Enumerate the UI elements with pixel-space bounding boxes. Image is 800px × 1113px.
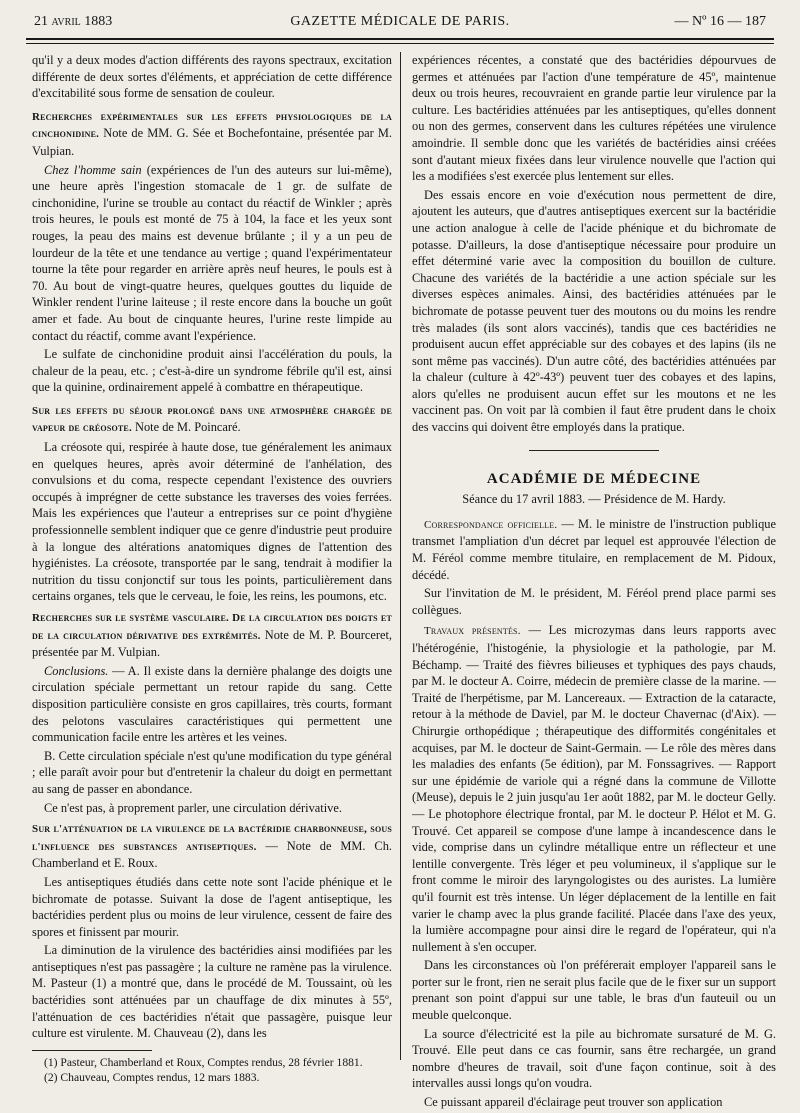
apparatus-paragraph-1: Dans les circonstances où l'on préférerait employer l'appareil sans le porter sur le front, rien ne serait plus facile que de le fixer sur un support prenant son point d'appui sur une table, le bras d'un fauteuil ou un meuble quelconque. — [412, 958, 776, 1023]
header-issue-page: — Nº 16 — 187 — [674, 14, 766, 29]
vascular-title: Recherches sur le système vasculaire. De la circulation des doigts et de la circulation dérivative des extrémités. — [32, 612, 392, 642]
running-header — [34, 14, 766, 36]
apparatus-paragraph-2: La source d'électricité est la pile au bichromate sursaturé de M. G. Trouvé. Elle peut dans ce cas fournir, sans être rechargée, un grand nombre d'heures de travail, soit d'une façon continue, soit à des intervalles aussi longs qu'on voudra. — [412, 1026, 776, 1091]
header-rule-thick — [26, 38, 774, 40]
correspondence-text: — M. le ministre de l'instruction publique transmet l'ampliation d'un décret par lequel est approuvée l'élection de M. Féréol comme membre titulaire, en remplacement de M. Pidoux, décédé. — [412, 516, 776, 582]
intro-paragraph: qu'il y a deux modes d'action différents des rayons spectraux, excitation différente de deux sortes d'éléments, et appréciation de cette différence d'excitabilité sous forme de sensation de couleur. — [32, 53, 392, 101]
header-journal-title: GAZETTE MÉDICALE DE PARIS. — [290, 14, 510, 29]
conclusions-b: B. Cette circulation spéciale n'est qu'une modification du type général ; elle paraît avoir pour but d'entretenir la chaleur du doigt en permettant au sang de passer en abondance. — [32, 748, 392, 796]
works-text: — Les microzymas dans leurs rapports avec l'hétérogénie, l'histogénie, la physiologie et la pathologie, par M. Béchamp. — Traité des fièvres bilieuses et typhiques des pays chauds, par M. le docteur A. Coirre, médecin de première classe de la marine. — Traité de l'herpétisme, par M. Lancereaux. — Extraction de la cataracte, retour à la méthode de Daviel, par M. le docteur Chavernac (d'Aix). — Chirurgie orthopédique ; thérapeutique des difformités congénitales et acquises, par M. le docteur de Saint-Germain. — Le rôle des mères dans les maladies des enfants (5e édition), par M. Fonssagrives. — Rapport sur une épidémie de variole qui a régné dans la commune de Villotte (Meuse), depuis le 2 juin jusqu'au 1er août 1882, par M. le docteur Gelly. — Le photophore électrique frontal, par M. le docteur P. Hélot et M. G. Trouvé. Cet appareil se compose d'une lampe à incandescence dans le vide, comprise dans un cylindre métallique entre un réflecteur et une lentille convergente. Très léger et peu volumineux, il s'applique sur le front comme le miroir des laryngologistes ou des auristes. La lumière qu'il fournit est très intense. Un léger déplacement de la lentille en fait varier le champ avec la plus grande facilité. Placée dans l'axe des yeux, la lumière accompagne pour ainsi dire le regard de l'opérateur, qui n'a nullement à s'en occuper. — [412, 623, 776, 954]
session-line: Séance du 17 avril 1883. — Présidence de M. Hardy. — [462, 492, 726, 507]
cinchonidine-title: Recherches expérimentales sur les effets physiologiques de la cinchonidine. — [32, 110, 392, 141]
conclusions-a-text: — A. Il existe dans la dernière phalange des doigts une circulation spéciale permettant un retour rapide du sang. Cette disposition particulière consiste en gros capillaires, très courts, formant des pelotons vasculaires caractéristiques qui permettent une communication facile entre les artères et les veines. — [32, 663, 392, 745]
creosote-paragraph: La créosote qui, respirée à haute dose, tue généralement les animaux en quelques heures, après avoir déterminé de l'anhélation, des convulsions et du coma, respecte cependant l'existence des ouvriers occupés à imprégner de cette substance les traverses des voies ferrées. Mais les expériences que l'auteur a entreprises sur ce point d'hygiène professionnelle semblent indiquer que ce genre d'industrie peut produire à la longue des altérations anatomiques dignes de l'attention des hygiénistes. La créosote, transportée par le sang, tendrait à modifier la nutrition du tissu conjonctif sur tous les points, particulièrement dans certains organes, tels que le cerveau, le foie, les reins, les poumons, etc. — [32, 440, 392, 604]
vascular-heading — [32, 609, 392, 661]
conclusions-c: Ce n'est pas, à proprement parler, une circulation dérivative. — [44, 800, 342, 815]
continued-paragraph: expériences récentes, a constaté que des bactéridies dépourvues de germes et atténuées par l'action d'une température de 45º, maintenue deux ou trois heures, recouvraient en grande partie leur virulence par la culture. Les bactéridies atténuées par les antiseptiques, qu'elles donnent ou non des germes, conservent dans les cultures répétées une virulence amoindrie. Il semble donc que les variétés de bactéridies ainsi créées sont d'autant mieux fixées dans leur virulence nouvelle que l'action qui les a modifiées s'est exercée plus lentement sur elles. — [412, 53, 776, 184]
antiseptics-paragraph: Des essais encore en voie d'exécution nous permettent de dire, ajoutent les auteurs, que d'autres antiseptiques exercent sur la bactéridie une action analogue à celle de l'acide phénique et du bichromate de potasse. D'ailleurs, la dose d'antiseptique nécessaire pour produire un effet déterminé varie avec la composition du bouillon de culture. Chacune des variétés de la bactéridie a une action spéciale sur les diverses espèces animales. Ainsi, des bactéridies atténuées par le bichromate de potasse peuvent tuer des moutons ou du moins les rendre très malades (ils sont alors vaccinés), tandis que ces bactéridies ne produisent aucun effet appréciable sur des cobayes et des lapins (ils ne sont même pas vaccinés). D'un autre côté, des bactéridies atténuées par la chaleur (culture à 42º-43º) peuvent tuer des cobayes et des lapins, alors qu'elles ne produisent aucun effet sur les moutons et ne les vaccinent pas. On voit par là combien il faut être prudent dans le choix des vaccins qui doivent être employés dans la pratique. — [412, 187, 776, 435]
cinchonidine-text-1: (expériences de l'un des auteurs sur lui-même), une heure après l'ingestion stomacale de 1 gr. de sulfate de cinchonidine, l'urine se trouble au contact du réactif de Winkler ; après trois heures, le pouls est monté de 75 à 104, la face et les yeux sont rouges, la peau des mains est devenue brûlante ; il y a un peu de lourdeur de la tête et une tendance au vertige ; quand l'expérimentateur tourne la tête pour regarder en arrière après neuf heures, le pouls est à 70. Au bout de vingt-quatre heures, quelques gouttes du liquide de Winkler rendent l'urine laiteuse ; il reste encore dans la bouche un goût amer et fade. Au bout de cinquante heures, l'urine reste limpide au contact du réactif, comme avant l'expérience. — [32, 162, 392, 343]
cinchonidine-note: Note de MM. G. Sée et Bochefontaine, présentée par M. Vulpian. — [32, 126, 392, 158]
attenuation-note: — Note de MM. Ch. Chamberland et E. Roux. — [32, 838, 392, 871]
footnote-rule — [32, 1050, 152, 1051]
footnote-2: (2) Chauveau, Comptes rendus, 12 mars 1883. — [44, 1070, 260, 1084]
cinchonidine-paragraph-1 — [32, 162, 392, 345]
header-date: 21 avril 1883 — [34, 14, 113, 29]
column-separator — [400, 52, 401, 1060]
vascular-note: Note de M. P. Bourceret, présentée par M. Vulpian. — [32, 627, 392, 660]
attenuation-heading — [32, 820, 392, 872]
footnote-1: (1) Pasteur, Chamberland et Roux, Comptes rendus, 28 février 1881. — [44, 1055, 363, 1069]
cinchonidine-heading — [32, 108, 392, 160]
creosote-title: Sur les effets du séjour prolongé dans une atmosphère chargée de vapeur de créosote. — [32, 404, 392, 435]
invitation-paragraph: Sur l'invitation de M. le président, M. Féréol prend place parmi ses collègues. — [412, 586, 776, 617]
correspondence-title: Correspondance officielle. — [424, 518, 558, 531]
right-column — [412, 52, 776, 1113]
works-title: Travaux présentés. — [424, 625, 521, 638]
academy-title: ACADÉMIE DE MÉDECINE — [486, 470, 702, 487]
attenuation-paragraph-1: Les antiseptiques étudiés dans cette note sont l'acide phénique et le bichromate de potasse. Suivant la dose de l'agent antiseptique, les bactéridies perdent plus ou moins de leur virulence, cessent de faire des spores et finissent par mourir. — [32, 874, 392, 939]
left-column — [32, 52, 392, 1085]
works-paragraph — [412, 622, 776, 955]
creosote-heading — [32, 402, 392, 437]
correspondence-paragraph — [412, 516, 776, 583]
conclusions-lead: Conclusions. — [44, 663, 109, 678]
apparatus-paragraph-3: Ce puissant appareil d'éclairage peut trouver son application — [424, 1095, 723, 1110]
section-divider — [529, 450, 659, 451]
attenuation-paragraph-2: La diminution de la virulence des bactéridies ainsi modifiées par les antiseptiques n'est pas passagère ; la culture ne ramène pas la virulence. M. Pasteur (1) a montré que, dans le procédé de M. Toussaint, où les bactéridies sont atténuées par un chauffage de dix minutes à 55º, l'atténuation de ces bactéridies n'était que passagère, puisque leur culture est virulente. M. Chauveau (2), dans les — [32, 943, 392, 1041]
conclusions-a — [32, 663, 392, 746]
header-rule-thin — [26, 43, 774, 44]
attenuation-title: Sur l'atténuation de la virulence de la bactéridie charbonneuse, sous l'influence des substances antiseptiques. — [32, 823, 392, 853]
cinchonidine-lead: Chez l'homme sain — [44, 162, 142, 177]
creosote-note: Note de M. Poincaré. — [131, 420, 241, 435]
cinchonidine-paragraph-2: Le sulfate de cinchonidine produit ainsi l'accélération du pouls, la chaleur de la peau, etc. ; c'est-à-dire un syndrome fébrile qu'il est, ainsi que la quinine, ordinairement appelé à combattre en thérapeutique. — [32, 347, 392, 395]
